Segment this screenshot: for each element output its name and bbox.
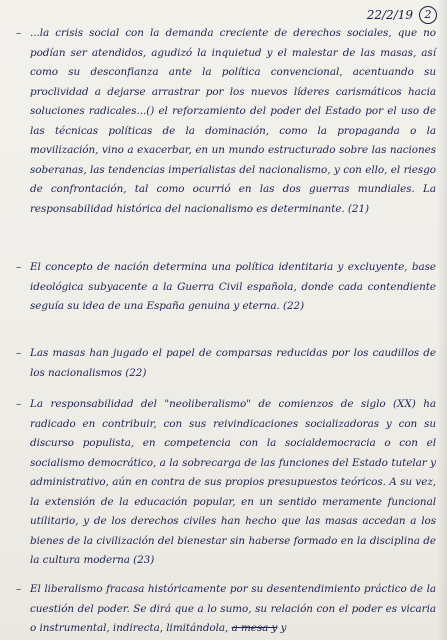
note-paragraph-3 [18,344,436,383]
page-edge-shadow [437,0,447,640]
bullet-dash: – [16,347,22,359]
bullet-dash: – [16,261,22,273]
note-text: Las masas han jugado el papel de comparsas reducidas por los caudillos de los nacionalismos (22) [30,347,436,379]
note-text-main: El liberalismo fracasa históricamente por su desentendimiento práctico de la cuestión del poder. Se dirá que a lo sumo, su relación con el poder es vicaria o instrumental, indirecta, limitándola, [30,583,436,634]
page-header [367,6,437,24]
note-text: ...la crisis social con la demanda creciente de derechos sociales, que no podían ser atendidos, agudizó la inquietud y el malestar de las masas, así como su desconfianza ante la política convencional, acentuando su proclividad a dejarse arrastrar por los nuevos líderes carismáticos hacia soluciones radicales...() el reforzamiento del poder del Estado por el uso de las técnicas políticas de la dominación, como la propaganda o la movilización, vino a exacerbar, en un mundo estructurado sobre las naciones soberanas, las tendencias imperialistas del nacionalismo, y con ello, el riesgo de confrontación, tal como ocurrió en las dos guerras mundiales. La responsabilidad histórica del nacionalismo es determinante. (21) [30,27,436,215]
note-text: El concepto de nación determina una política identitaria y excluyente, base ideológica subyacente a la Guerra Civil española, donde cada contendiente seguía su idea de una España genuina y eterna. (22) [30,261,436,312]
bullet-dash: – [16,398,22,410]
note-paragraph-2 [18,258,436,317]
note-text [18,580,436,639]
note-paragraph-4 [18,395,436,571]
note-text-tail: y [280,622,287,634]
page-number-circle: 2 [419,6,437,24]
note-paragraph-1 [18,24,436,219]
bullet-dash: – [16,583,22,595]
note-paragraph-5 [18,580,436,639]
struck-out-text: a mesa y [231,622,278,634]
note-text: La responsabilidad del "neoliberalismo" de comienzos de siglo (XX) ha radicado en contribuir, con sus reivindicaciones socializadoras y con su discurso populista, en competencia con la socialdemocracia o con el socialismo democrático, a la sobrecarga de las funciones del Estado tutelar y administrativo, aún en contra de sus propios presupuestos teóricos. A su vez, la extensión de la educación popular, en un sentido meramente funcional utilitario, y de los derechos civiles han hecho que las masas accedan a los bienes de la civilización del bienestar sin haberse formado en la disciplina de la cultura moderna (23) [30,398,436,566]
note-date: 22/2/19 [366,8,413,22]
bullet-dash: – [16,27,22,39]
